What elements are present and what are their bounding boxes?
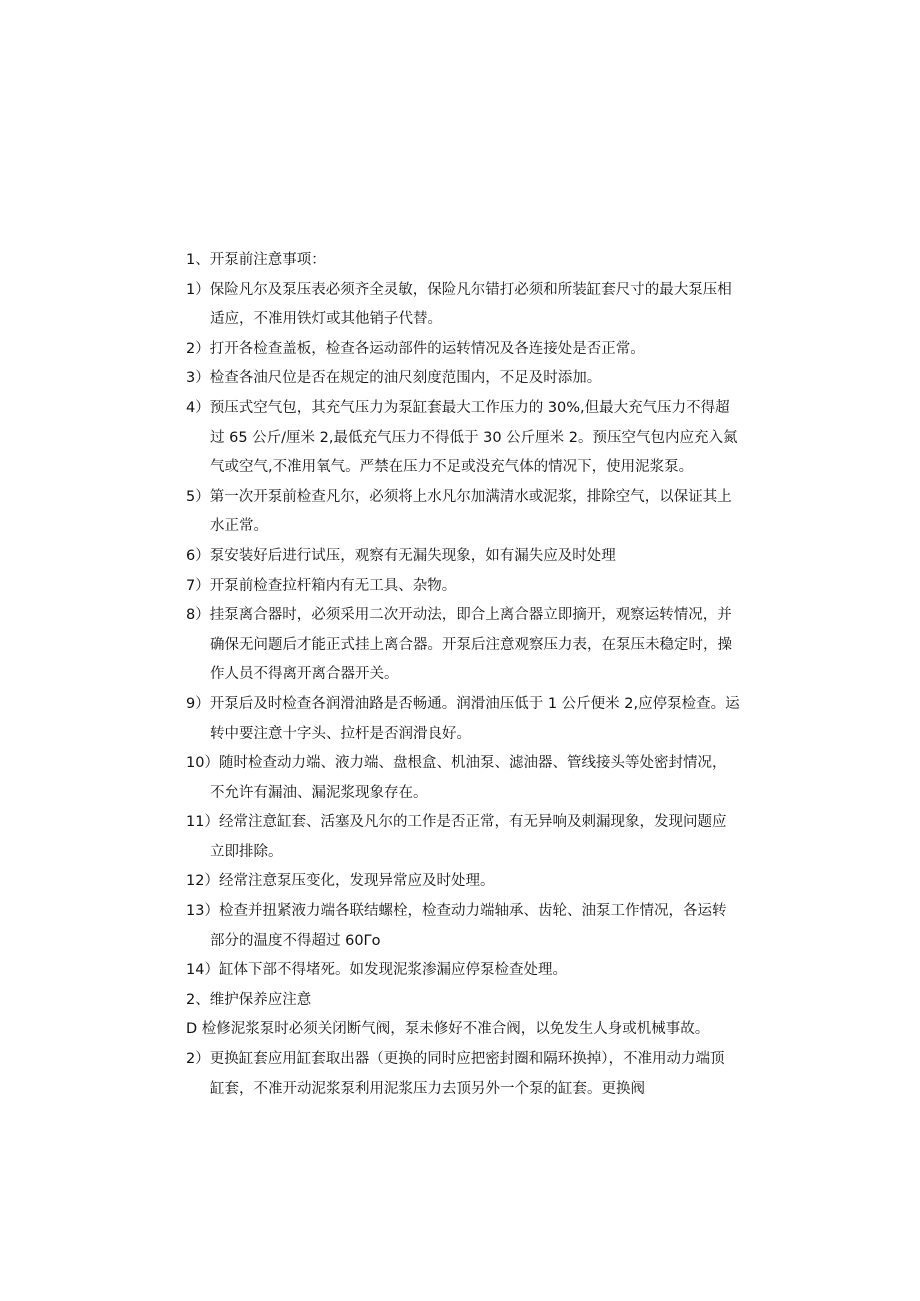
list-item xyxy=(186,572,742,602)
list-item xyxy=(186,483,742,542)
list-item-first-line: 10）随时检查动力端、液力端、盘根盒、机油泵、滤油器、管线接头等处密封情况， xyxy=(186,755,727,772)
list-item-first-line: 11）经常注意缸套、活塞及凡尔的工作是否正常，有无异响及刺漏现象，发现问题应 xyxy=(186,814,727,831)
list-item-continuation-line: 过 65 公斤/厘米 2,最低充气压力不得低于 30 公斤厘米 2。预压空气包内应充入氮 xyxy=(210,429,738,446)
list-item xyxy=(186,690,742,749)
list-item-continuation-line: 气或空气,不准用氧气。严禁在压力不足或没充气体的情况下，使用泥浆泵。 xyxy=(210,459,694,476)
list-item-first-line: 14）缸体下部不得堵死。如发现泥浆渗漏应停泵检查处理。 xyxy=(186,962,567,979)
list-item xyxy=(186,542,742,572)
list-item-first-line: 2）打开各检查盖板，检查各运动部件的运转情况及各连接处是否正常。 xyxy=(186,340,645,357)
list-item xyxy=(186,897,742,956)
list-item-continuation-line: 作人员不得离开离合器开关。 xyxy=(210,666,399,683)
list-item-first-line: 4）预压式空气包，其充气压力为泵缸套最大工作压力的 30%,但最大充气压力不得超 xyxy=(186,399,730,416)
list-item-continuation-line: 确保无问题后才能正式挂上离合器。开泵后注意观察压力表，在泵压未稳定时，操 xyxy=(210,636,732,653)
list-item xyxy=(186,867,742,897)
list-item xyxy=(186,749,742,808)
section-heading-pre-start: 1、开泵前注意事项： xyxy=(186,252,326,268)
list-item xyxy=(186,956,742,986)
list-item-continuation-line: 部分的温度不得超过 60Γo xyxy=(210,932,381,949)
list-item xyxy=(186,335,742,365)
list-item-continuation-line: 水正常。 xyxy=(210,518,268,535)
list-item-first-line: 9）开泵后及时检查各润滑油路是否畅通。润滑油压低于 1 公斤便米 2,应停泵检查。运 xyxy=(186,695,740,712)
list-item xyxy=(186,394,742,483)
list-item xyxy=(186,1045,742,1104)
list-item-continuation-line: 缸套，不准开动泥浆泵利用泥浆压力去顶另外一个泵的缸套。更换阀 xyxy=(210,1080,645,1097)
maintenance-items xyxy=(186,1015,742,1104)
list-item-continuation-line: 立即排除。 xyxy=(210,843,283,860)
list-item xyxy=(186,1015,742,1045)
section-heading-maintenance: 2、维护保养应注意 xyxy=(186,991,312,1008)
list-item-continuation-line: 不允许有漏油、漏泥浆现象存在。 xyxy=(210,784,428,801)
list-item-first-line: 6）泵安装好后进行试压，观察有无漏失现象，如有漏失应及时处理 xyxy=(186,547,616,564)
list-item-first-line: D 检修泥浆泵时必须关闭断气阀，泵未修好不准合阀，以免发生人身或机械事故。 xyxy=(186,1021,710,1038)
list-item xyxy=(186,276,742,335)
list-item xyxy=(186,364,742,394)
list-item-first-line: 3）检查各油尺位是否在规定的油尺刻度范围内，不足及时添加。 xyxy=(186,370,602,387)
list-item-first-line: 8）挂泵离合器时，必须采用二次开动法，即合上离合器立即摘开，观察运转情况，并 xyxy=(186,607,732,624)
list-item-first-line: 13）检查并扭紧液力端各联结螺栓，检查动力端轴承、齿轮、油泵工作情况，各运转 xyxy=(186,903,727,920)
list-item-first-line: 1）保险凡尔及泵压表必须齐全灵敏，保险凡尔错打必须和所装缸套尺寸的最大泵压相 xyxy=(186,281,732,298)
list-item-first-line: 5）第一次开泵前检查凡尔，必须将上水凡尔加满清水或泥浆，排除空气，以保证其上 xyxy=(186,488,732,505)
list-item xyxy=(186,808,742,867)
list-item-continuation-line: 适应，不准用铁灯或其他销子代替。 xyxy=(210,311,442,328)
pre-start-items xyxy=(186,276,742,986)
list-item xyxy=(186,601,742,690)
list-item-first-line: 12）经常注意泵压变化，发现异常应及时处理。 xyxy=(186,873,495,890)
list-item-first-line: 7）开泵前检查拉杆箱内有无工具、杂物。 xyxy=(186,577,457,594)
list-item-first-line: 2）更换缸套应用缸套取出器（更换的同时应把密封圈和隔环换掉），不准用动力端顶 xyxy=(186,1051,725,1068)
list-item-continuation-line: 转中要注意十字头、拉杆是否润滑良好。 xyxy=(210,725,471,742)
document-body xyxy=(186,246,742,1104)
